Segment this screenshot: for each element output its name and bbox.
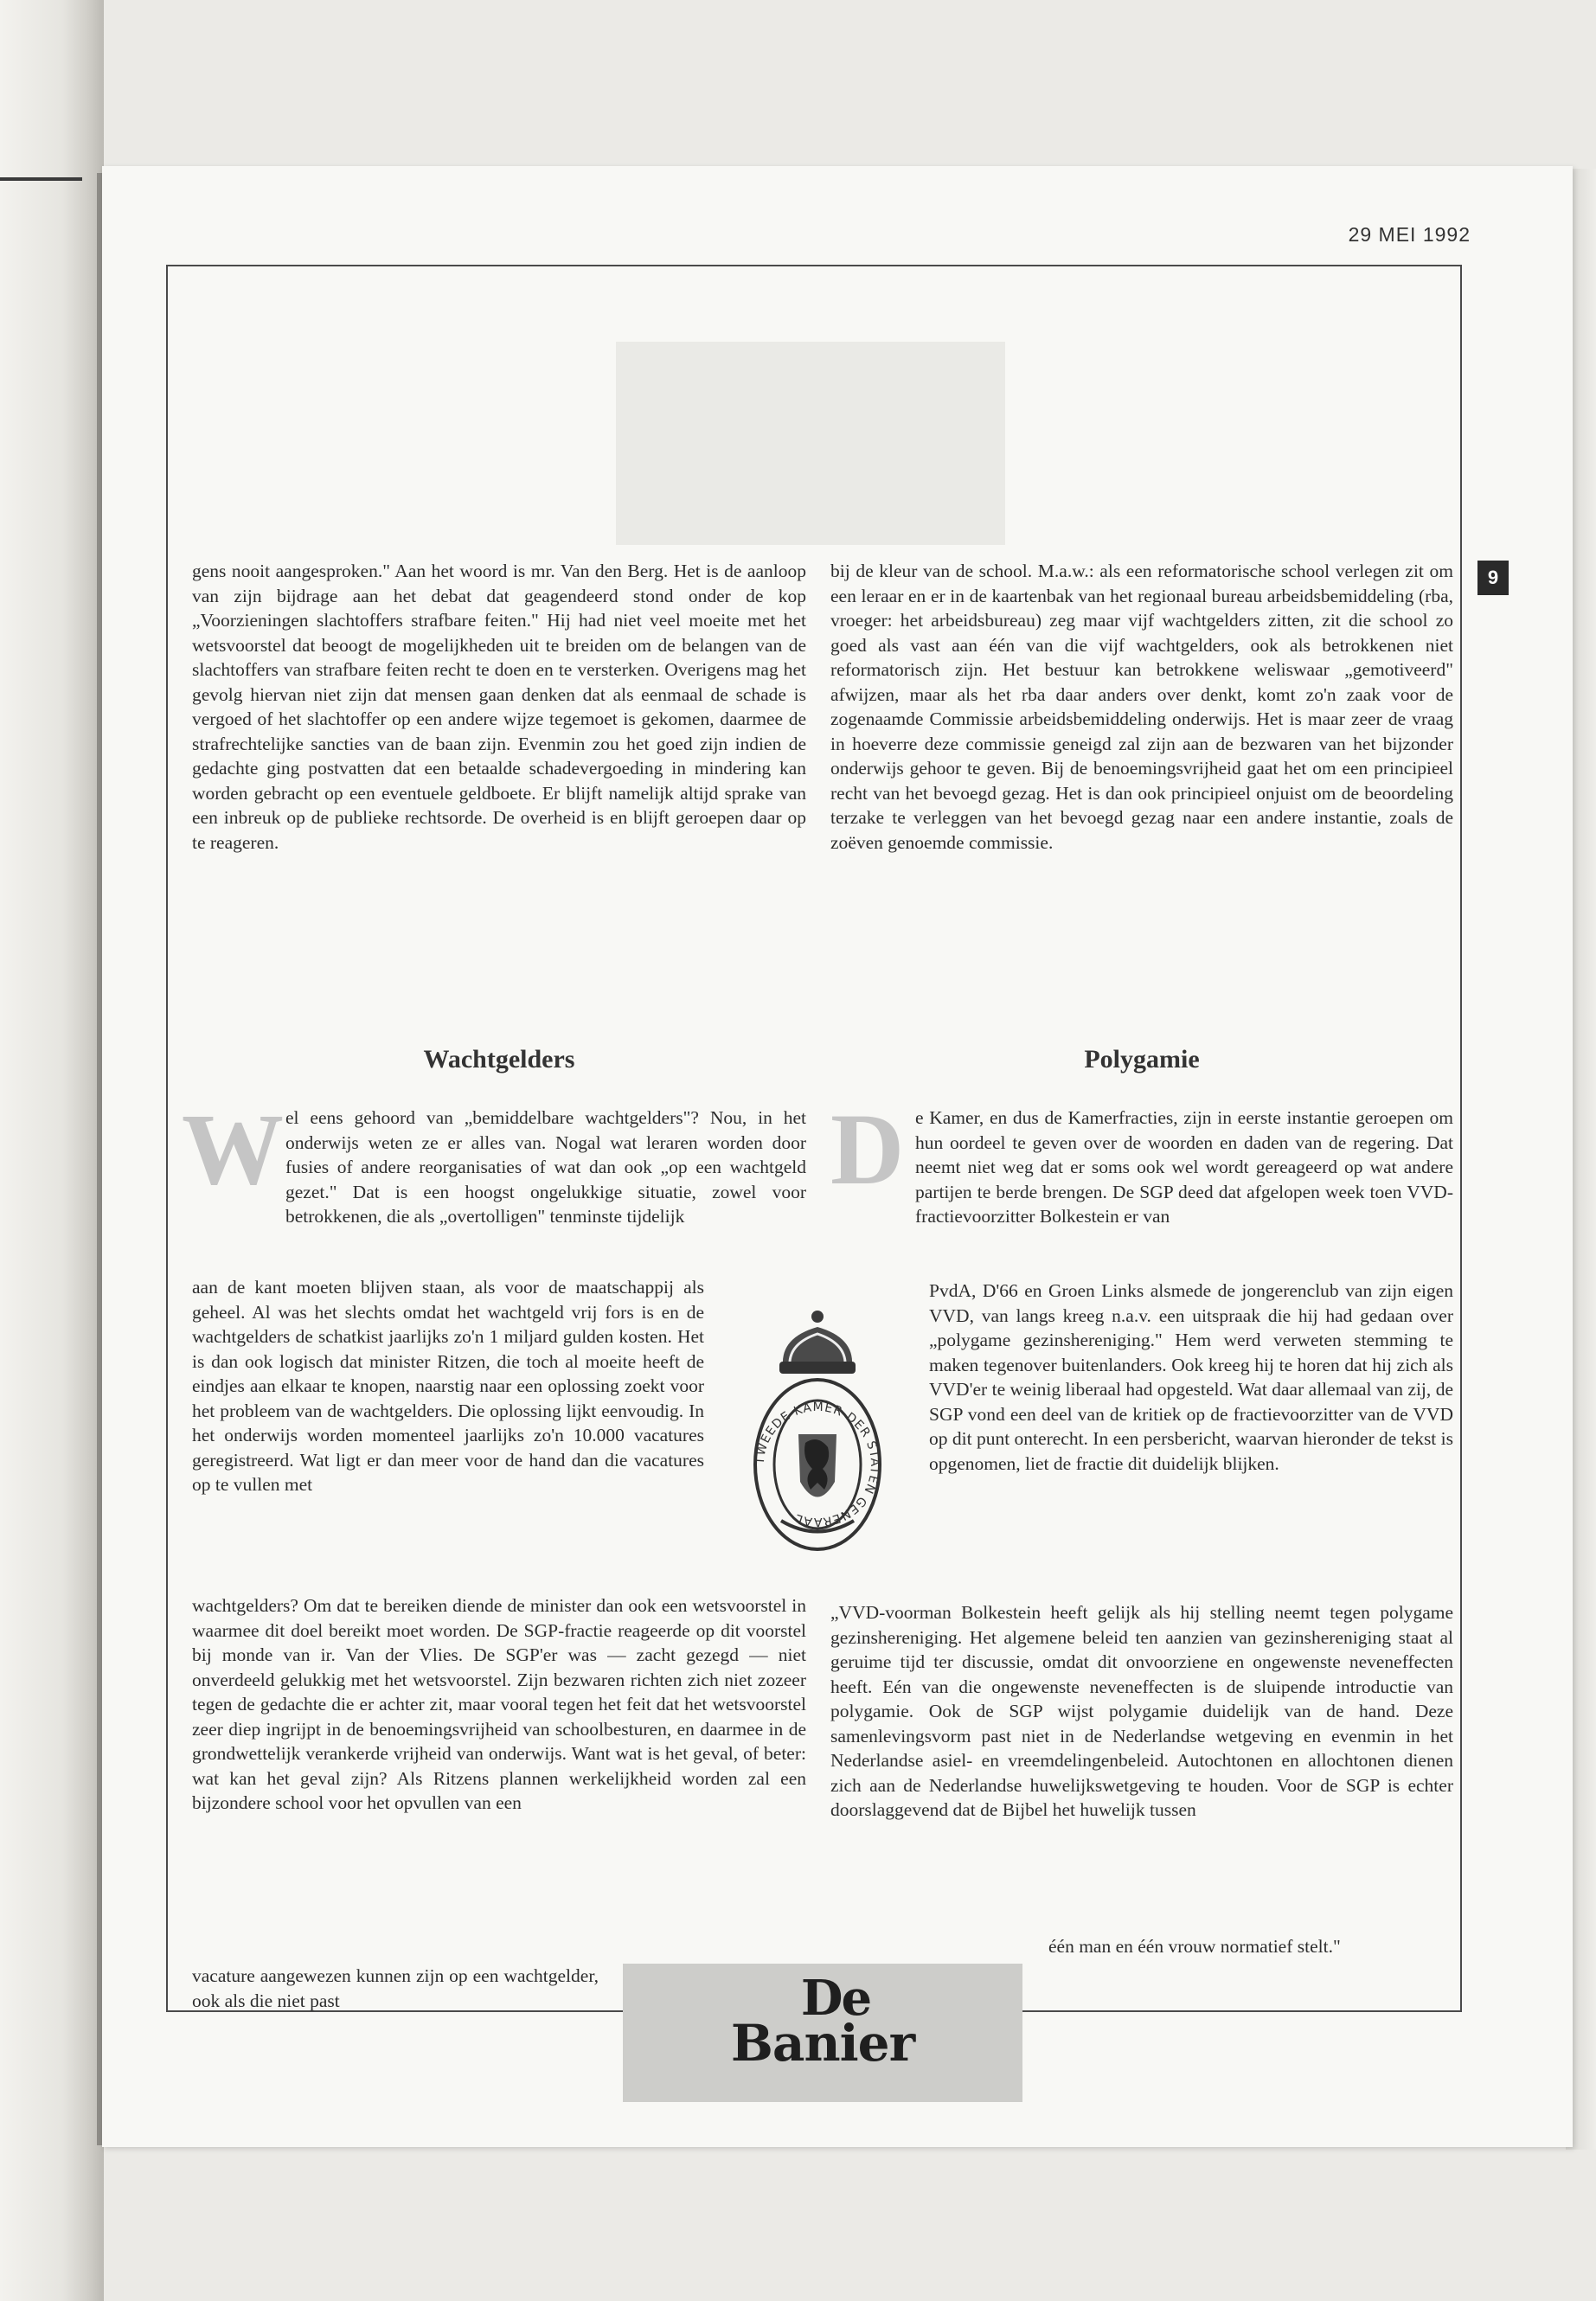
heading-polygamie: Polygamie [1084,1045,1200,1074]
wachtgelders-lead-text: el eens gehoord van „bemiddelbare wachtgelders"? Nou, in het onderwijs weten ze er alles van. Nogal wat leraren worden door fusies of andere reorganisaties of wat dan ook „op een wachtgeld gezet." Dat is een hoogst ongelukkige situatie, zowel voor betrokkenen, die als „overtolligen" tenminste tijdelijk [285,1107,806,1227]
crown-icon [779,1311,856,1374]
de-banier-logo [623,1970,1022,2073]
shaded-block [616,342,1005,545]
polygamie-lead-text: e Kamer, en dus de Kamerfracties, zijn in eerste instantie geroepen om hun oordeel te geven over de woorden en daden van de regering. Dat neemt niet weg dat er soms ook wel wordt gereageerd op wat andere partijen te berde brengen. De SGP deed dat afgelopen week toen VVD-fractievoorzitter Bolkestein er van [915,1107,1453,1227]
dropcap-w: W [182,1093,284,1206]
dropcap-d: D [830,1093,905,1206]
logo-line-2: Banier [730,2014,915,2073]
heading-wachtgelders: Wachtgelders [423,1045,575,1074]
logo-line-1: De [800,1970,871,2027]
parliament-crest [748,1304,887,1555]
left-intro-text: gens nooit aangesproken." Aan het woord is mr. Van den Berg. Het is de aanloop van zijn bijdrage aan het debat dat geagendeerd stond onder de kop „Voorzieningen slachtoffers strafbare feiten." Hij had niet veel moeite met het wetsvoorstel dat beoogt de mogelijkheden uit te breiden om de belangen van de slachtoffers van strafbare feiten recht te doen en te versterken. Overigens mag het gevolg hiervan niet zijn dat mensen gaan denken dat als eenmaal de schade is vergoed of het slachtoffer op een andere wijze tegemoet is gekomen, daarmee de strafrechtelijke sancties van de baan zijn. Evenmin zou het goed zijn indien de gedachte ging postvatten dat een betaalde schadevergoeding in mindering kan worden gebracht op een eventuele geldboete. Er blijft namelijk altijd sprake van een inbreuk op de publieke rechtsorde. De overheid is en blijft geroepen daar op te reageren. [192,561,806,853]
right-intro-text: bij de kleur van de school. M.a.w.: als een reformatorische school verlegen zit om een leraar en er in de kaartenbak van het regionaal bureau arbeidsbemiddeling (rba, vroeger: het arbeidsbureau) zeg maar vijf wachtgelders zitten, zit die school zo goed als vast aan één van die vijf wachtgelders, ook als betrokkenen niet reformatorisch zijn. Het bestuur kan betrokkene weliswaar „gemotiveerd" afwijzen, maar als het rba daar anders over denkt, komt zo'n zaak voor de zogenaamde Commissie arbeidsbemiddeling onderwijs. Het is maar zeer de vraag in hoeverre deze commissie geneigd zal zijn aan de bezwaren van het bijzonder onderwijs gehoor te geven. Bij de benoemingsvrijheid gaat het om een principieel recht van het bevoegd gezag. Het is dan ook principieel onjuist om de beoordeling terzake te verleggen van het bevoegd gezag naar een andere instantie, zoals de zoëven genoemde commissie. [830,561,1453,853]
wachtgelders-full-text: wachtgelders? Om dat te bereiken diende de minister dan ook een wetsvoorstel in waarmee dit doel bereikt moet worden. De SGP-fractie reageerde op dit voorstel bij monde van ir. Van der Vlies. De SGP'er was — zacht gezegd — niet onverdeeld gelukkig met het wetsvoorstel. Zijn bezwaren richten zich niet zozeer tegen de gedachte die er achter zit, maar vooral tegen het feit dat het wetsvoorstel zeer diep ingrijpt in de benoemingsvrijheid van schoolbesturen, en daarmee in de grondwettelijk verankerde vrijheid van onderwijs. Want wat is het geval, of beter: wat kan het geval zijn? Als Ritzens plannen werkelijkheid worden zal een bijzondere school voor het opvullen van een [192,1595,806,1813]
issue-date: 29 MEI 1992 [1348,223,1471,246]
wachtgelders-narrow-text: aan de kant moeten blijven staan, als voor de maatschappij als geheel. Al was het slechts omdat het wachtgeld vrij fors is en de wachtgelders de schatkist jaarlijks zo'n 1 miljard gulden kosten. Het is dan ook logisch dat minister Ritzen, die toch al moeite heeft de eindjes aan elkaar te knopen, naarstig naar een oplossing zoekt voor het probleem van de wachtgelders. Die oplossing lijkt eenvoudig. In het onderwijs worden momenteel jaarlijks zo'n 10.000 vacatures geregistreerd. Wat ligt er dan meer voor de hand dan die vacatures op te vullen met [192,1277,704,1495]
lion-icon [798,1434,836,1497]
polygamie-narrow-text: PvdA, D'66 en Groen Links alsmede de jongerenclub van zijn eigen VVD, van langs kreeg n.a.v. een uitspraak die hij had gedaan over „polygame gezinshereniging." Hem werd verweten stemming te maken tegenover buitenlanders. Ook kreeg hij te horen dat hij zich als VVD'er te weinig liberaal had opgesteld. Wat daar allemaal van zij, de SGP vond een deel van de kritiek op de fractievoorzitter van de VVD op dit punt onterecht. In een persbericht, waarvan hieronder de tekst is opgenomen, liet de fractie dit duidelijk blijken. [929,1280,1453,1474]
wachtgelders-lead [285,1106,806,1229]
polygamie-quote-text: „VVD-voorman Bolkestein heeft gelijk als hij stelling neemt tegen polygame gezinshereniging. Het algemene beleid ten aanzien van gezinshereniging staat al geruime tijd ter discussie, omdat dit onvoorziene en ongewenste neveneffecten heeft. Eén van die ongewenste neveneffecten is de sluipende introductie van polygamie. Ook de SGP wijst polygamie duidelijk van de hand. Deze samenlevingsvorm past niet in de Nederlandse wetgeving en evenmin in het Nederlandse asiel- en vreemdelingenbeleid. Autochtonen en allochtonen dienen zich aan de Nederlandse huwelijkswetgeving te houden. Voor de SGP is echter doorslaggevend dat de Bijbel het huwelijk tussen [830,1602,1453,1820]
page-binding-margin [0,0,104,2301]
binding-mark [0,177,82,181]
polygamie-quote-end: één man en één vrouw normatief stelt." [1048,1936,1341,1957]
page-number-badge: 9 [1477,561,1509,595]
crest-ring-text: TWEEDE KAMER DER STATEN GENERAAL [753,1400,882,1529]
wachtgelders-end-text: vacature aangewezen kunnen zijn op een wachtgelder, ook als die niet past [192,1965,599,2011]
de-banier-logo-box [623,1964,1022,2102]
